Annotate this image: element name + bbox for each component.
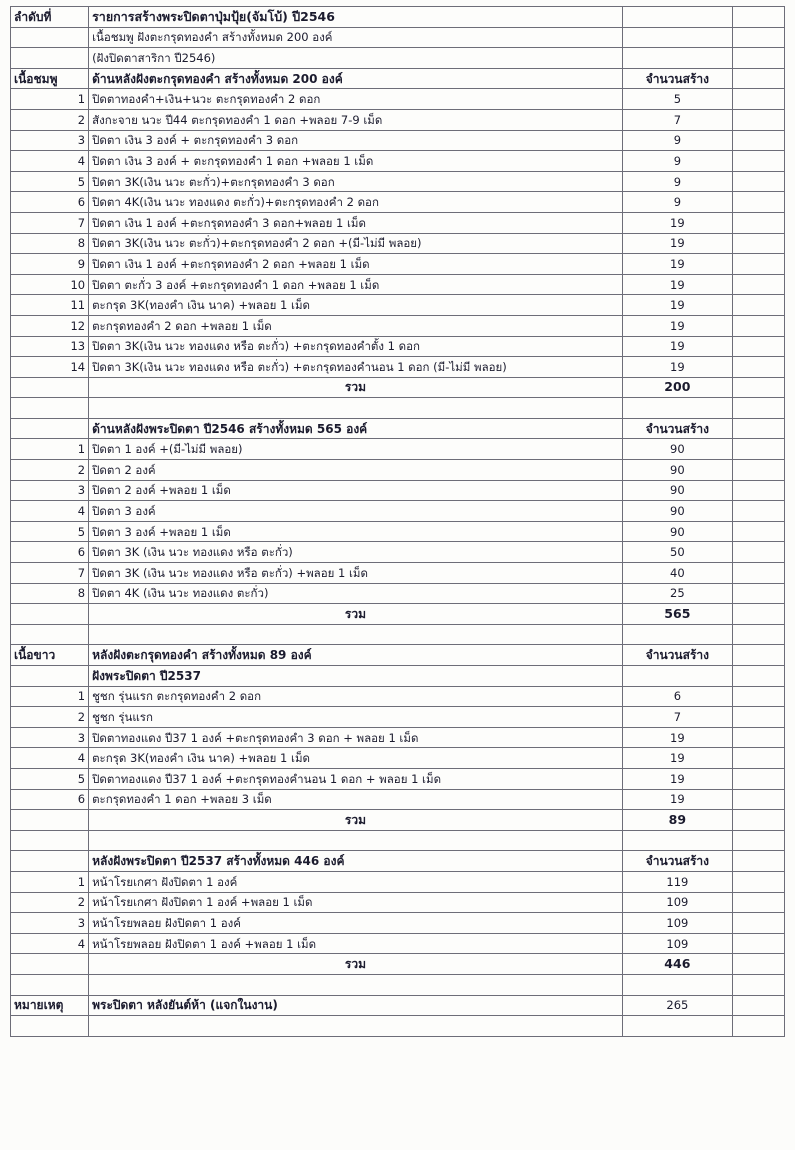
- index-blank: [11, 377, 89, 398]
- index-blank: [11, 954, 89, 975]
- total-qty-3: 446: [622, 954, 732, 975]
- table-row: [11, 892, 785, 913]
- tail-cell: [732, 624, 784, 645]
- table-row: [11, 501, 785, 522]
- tail-cell: [732, 7, 784, 28]
- tail-cell: [732, 830, 784, 851]
- tail-cell: [732, 377, 784, 398]
- tail-cell: [732, 748, 784, 769]
- row-no: 6: [11, 542, 89, 563]
- tail-cell: [732, 295, 784, 316]
- row-no: 8: [11, 583, 89, 604]
- row-qty: 19: [622, 357, 732, 378]
- tail-cell: [732, 974, 784, 995]
- total-row: [11, 810, 785, 831]
- total-qty-0: 200: [622, 377, 732, 398]
- spacer-row: [11, 830, 785, 851]
- tail-cell: [732, 357, 784, 378]
- section-qty-header-0: จำนวนสร้าง: [622, 68, 732, 89]
- row-no: 1: [11, 686, 89, 707]
- row-desc: ปิดตา 3K (เงิน นวะ ทองแดง หรือ ตะกั่ว) +พลอย 1 เม็ด: [89, 563, 623, 584]
- tail-cell: [732, 851, 784, 872]
- row-desc: ปิดตา 4K(เงิน นวะ ทองแดง ตะกั่ว)+ตะกรุดทองคำ 2 ดอก: [89, 192, 623, 213]
- total-label-3: รวม: [89, 954, 623, 975]
- section-header-row: [11, 68, 785, 89]
- row-no: 10: [11, 274, 89, 295]
- row-desc: หน้าโรยเกศา ฝังปิดตา 1 องค์: [89, 871, 623, 892]
- row-qty: 6: [622, 686, 732, 707]
- tail-cell: [732, 336, 784, 357]
- tail-cell: [732, 768, 784, 789]
- row-desc: หน้าโรยเกศา ฝังปิดตา 1 องค์ +พลอย 1 เม็ด: [89, 892, 623, 913]
- footer-qty: 265: [622, 995, 732, 1016]
- tail-cell: [732, 418, 784, 439]
- table-row: [11, 151, 785, 172]
- row-no: 2: [11, 460, 89, 481]
- table-row: [11, 171, 785, 192]
- table-row: [11, 357, 785, 378]
- row-qty: 7: [622, 109, 732, 130]
- spacer-cell: [89, 830, 623, 851]
- total-label-1: รวม: [89, 604, 623, 625]
- row-qty: 90: [622, 480, 732, 501]
- desc-blank: [89, 1016, 623, 1037]
- tail-cell: [732, 439, 784, 460]
- row-no: 3: [11, 913, 89, 934]
- row-qty: 19: [622, 233, 732, 254]
- section-label-2: เนื้อขาว: [11, 645, 89, 666]
- table-row: [11, 315, 785, 336]
- row-desc: ปิดตา 4K (เงิน นวะ ทองแดง ตะกั่ว): [89, 583, 623, 604]
- table-row: [11, 89, 785, 110]
- qty-blank: [622, 7, 732, 28]
- index-blank: [11, 666, 89, 687]
- table-row: [11, 7, 785, 28]
- table-row: [11, 542, 785, 563]
- tail-cell: [732, 954, 784, 975]
- spacer-cell: [11, 974, 89, 995]
- spacer-cell: [89, 398, 623, 419]
- section-header-row: [11, 645, 785, 666]
- row-no: 1: [11, 871, 89, 892]
- row-no: 6: [11, 192, 89, 213]
- index-blank: [11, 27, 89, 48]
- row-no: 5: [11, 768, 89, 789]
- row-desc: ปิดตา 3K(เงิน นวะ ทองแดง หรือ ตะกั่ว) +ตะกรุดทองคำตั้ง 1 ดอก: [89, 336, 623, 357]
- row-desc: ปิดตาทองคำ+เงิน+นวะ ตะกรุดทองคำ 2 ดอก: [89, 89, 623, 110]
- table-row: [11, 768, 785, 789]
- row-no: 5: [11, 171, 89, 192]
- row-desc: ปิดตา 3 องค์ +พลอย 1 เม็ด: [89, 521, 623, 542]
- tail-cell: [732, 212, 784, 233]
- row-desc: ปิดตา เงิน 3 องค์ + ตะกรุดทองคำ 3 ดอก: [89, 130, 623, 151]
- row-qty: 109: [622, 933, 732, 954]
- total-label-2: รวม: [89, 810, 623, 831]
- tail-cell: [732, 913, 784, 934]
- tail-cell: [732, 686, 784, 707]
- row-qty: 19: [622, 254, 732, 275]
- row-qty: 25: [622, 583, 732, 604]
- section-qty-header-2: จำนวนสร้าง: [622, 645, 732, 666]
- row-no: 11: [11, 295, 89, 316]
- row-qty: 90: [622, 501, 732, 522]
- spacer-cell: [89, 624, 623, 645]
- tail-cell: [732, 151, 784, 172]
- tail-cell: [732, 521, 784, 542]
- row-qty: 40: [622, 563, 732, 584]
- tail-cell: [732, 130, 784, 151]
- row-qty: 119: [622, 871, 732, 892]
- qty-blank: [622, 48, 732, 69]
- spacer-cell: [89, 974, 623, 995]
- row-no: 13: [11, 336, 89, 357]
- spacer-cell: [11, 624, 89, 645]
- tail-cell: [732, 707, 784, 728]
- spacer-cell: [622, 624, 732, 645]
- total-qty-1: 565: [622, 604, 732, 625]
- table-row: [11, 871, 785, 892]
- row-desc: ปิดตาทองแดง ปี37 1 องค์ +ตะกรุดทองคำ 3 ดอก + พลอย 1 เม็ด: [89, 727, 623, 748]
- tail-cell: [732, 933, 784, 954]
- row-desc: ปิดตาทองแดง ปี37 1 องค์ +ตะกรุดทองคำนอน 1 ดอก + พลอย 1 เม็ด: [89, 768, 623, 789]
- table-row: [11, 1016, 785, 1037]
- tail-cell: [732, 666, 784, 687]
- row-qty: 9: [622, 192, 732, 213]
- row-qty: 90: [622, 521, 732, 542]
- qty-blank: [622, 27, 732, 48]
- row-desc: หน้าโรยพลอย ฝังปิดตา 1 องค์: [89, 913, 623, 934]
- total-row: [11, 954, 785, 975]
- table-row: [11, 583, 785, 604]
- tail-cell: [732, 89, 784, 110]
- row-desc: ปิดตา ตะกั่ว 3 องค์ +ตะกรุดทองคำ 1 ดอก +พลอย 1 เม็ด: [89, 274, 623, 295]
- tail-cell: [732, 27, 784, 48]
- tail-cell: [732, 460, 784, 481]
- spacer-cell: [622, 974, 732, 995]
- table-row: [11, 460, 785, 481]
- tail-cell: [732, 171, 784, 192]
- row-desc: ตะกรุดทองคำ 1 ดอก +พลอย 3 เม็ด: [89, 789, 623, 810]
- row-qty: 50: [622, 542, 732, 563]
- section-title-3: หลังฝังพระปิดตา ปี2537 สร้างทั้งหมด 446 องค์: [89, 851, 623, 872]
- total-row: [11, 604, 785, 625]
- row-qty: 7: [622, 707, 732, 728]
- row-desc: ตะกรุดทองคำ 2 ดอก +พลอย 1 เม็ด: [89, 315, 623, 336]
- spacer-cell: [622, 830, 732, 851]
- row-qty: 9: [622, 171, 732, 192]
- row-no: 9: [11, 254, 89, 275]
- row-no: 4: [11, 151, 89, 172]
- index-header: ลำดับที่: [11, 7, 89, 28]
- row-no: 4: [11, 501, 89, 522]
- footer-label: หมายเหตุ: [11, 995, 89, 1016]
- index-blank: [11, 604, 89, 625]
- table-row: [11, 212, 785, 233]
- row-qty: 19: [622, 295, 732, 316]
- row-no: 3: [11, 727, 89, 748]
- table-row: [11, 789, 785, 810]
- section-header-row: [11, 418, 785, 439]
- section-qty-header-3: จำนวนสร้าง: [622, 851, 732, 872]
- total-row: [11, 377, 785, 398]
- tail-cell: [732, 1016, 784, 1037]
- tail-cell: [732, 727, 784, 748]
- qty-blank: [622, 666, 732, 687]
- row-desc: ปิดตา 3K(เงิน นวะ ทองแดง หรือ ตะกั่ว) +ตะกรุดทองคำนอน 1 ดอก (มี-ไม่มี พลอย): [89, 357, 623, 378]
- row-qty: 19: [622, 212, 732, 233]
- row-no: 1: [11, 439, 89, 460]
- row-no: 12: [11, 315, 89, 336]
- footer-note-row: [11, 995, 785, 1016]
- document-title: รายการสร้างพระปิดตาปุ่มปุ้ย(จัมโบ้) ปี2546: [89, 7, 623, 28]
- table-row: [11, 686, 785, 707]
- table-row: [11, 748, 785, 769]
- row-desc: ปิดตา 3 องค์: [89, 501, 623, 522]
- row-no: 2: [11, 892, 89, 913]
- table-row: [11, 563, 785, 584]
- section-subtitle-2: ฝังพระปิดตา ปี2537: [89, 666, 623, 687]
- qty-blank: [622, 1016, 732, 1037]
- row-qty: 9: [622, 130, 732, 151]
- row-desc: ปิดตา เงิน 1 องค์ +ตะกรุดทองคำ 2 ดอก +พลอย 1 เม็ด: [89, 254, 623, 275]
- row-no: 2: [11, 109, 89, 130]
- tail-cell: [732, 501, 784, 522]
- row-qty: 19: [622, 336, 732, 357]
- section-header-row: [11, 851, 785, 872]
- row-desc: ชูชก รุ่นแรก: [89, 707, 623, 728]
- row-desc: ปิดตา 2 องค์: [89, 460, 623, 481]
- table-row: [11, 480, 785, 501]
- footer-desc: พระปิดตา หลังยันต์ห้า (แจกในงาน): [89, 995, 623, 1016]
- row-desc: ปิดตา เงิน 3 องค์ + ตะกรุดทองคำ 1 ดอก +พลอย 1 เม็ด: [89, 151, 623, 172]
- table-row: [11, 913, 785, 934]
- section-title-1: ด้านหลังฝังพระปิดตา ปี2546 สร้างทั้งหมด 565 องค์: [89, 418, 623, 439]
- row-no: 3: [11, 130, 89, 151]
- row-desc: ตะกรุด 3K(ทองคำ เงิน นาค) +พลอย 1 เม็ด: [89, 748, 623, 769]
- row-desc: ปิดตา 1 องค์ +(มี-ไม่มี พลอย): [89, 439, 623, 460]
- tail-cell: [732, 68, 784, 89]
- section-label-1: [11, 418, 89, 439]
- index-blank: [11, 48, 89, 69]
- row-desc: สังกะจาย นวะ ปี44 ตะกรุดทองคำ 1 ดอก +พลอย 7-9 เม็ด: [89, 109, 623, 130]
- table-row: [11, 233, 785, 254]
- table-row: [11, 274, 785, 295]
- row-qty: 90: [622, 439, 732, 460]
- spacer-row: [11, 974, 785, 995]
- table-row: [11, 439, 785, 460]
- tail-cell: [732, 563, 784, 584]
- tail-cell: [732, 995, 784, 1016]
- tail-cell: [732, 480, 784, 501]
- production-table: [10, 6, 785, 1037]
- row-qty: 5: [622, 89, 732, 110]
- row-desc: ปิดตา 2 องค์ +พลอย 1 เม็ด: [89, 480, 623, 501]
- row-qty: 109: [622, 892, 732, 913]
- row-no: 4: [11, 748, 89, 769]
- spacer-cell: [11, 398, 89, 419]
- tail-cell: [732, 398, 784, 419]
- table-row: [11, 109, 785, 130]
- row-no: 4: [11, 933, 89, 954]
- tail-cell: [732, 315, 784, 336]
- table-row: [11, 707, 785, 728]
- row-no: 6: [11, 789, 89, 810]
- row-qty: 9: [622, 151, 732, 172]
- row-qty: 19: [622, 274, 732, 295]
- row-no: 3: [11, 480, 89, 501]
- row-desc: ปิดตา เงิน 1 องค์ +ตะกรุดทองคำ 3 ดอก+พลอย 1 เม็ด: [89, 212, 623, 233]
- tail-cell: [732, 254, 784, 275]
- spacer-cell: [11, 830, 89, 851]
- total-qty-2: 89: [622, 810, 732, 831]
- row-qty: 109: [622, 913, 732, 934]
- table-row: [11, 521, 785, 542]
- tail-cell: [732, 583, 784, 604]
- row-no: 14: [11, 357, 89, 378]
- index-blank: [11, 1016, 89, 1037]
- total-label-0: รวม: [89, 377, 623, 398]
- tail-cell: [732, 109, 784, 130]
- tail-cell: [732, 789, 784, 810]
- row-no: 8: [11, 233, 89, 254]
- table-body: [11, 7, 785, 1037]
- tail-cell: [732, 810, 784, 831]
- tail-cell: [732, 192, 784, 213]
- spacer-cell: [622, 398, 732, 419]
- section-label-0: เนื้อชมพู: [11, 68, 89, 89]
- table-row: [11, 933, 785, 954]
- section-subtitle-row: [11, 666, 785, 687]
- intro-line-1: เนื้อชมพู ฝังตะกรุดทองคำ สร้างทั้งหมด 200 องค์: [89, 27, 623, 48]
- row-no: 1: [11, 89, 89, 110]
- table-row: [11, 192, 785, 213]
- row-qty: 19: [622, 727, 732, 748]
- tail-cell: [732, 604, 784, 625]
- row-no: 5: [11, 521, 89, 542]
- section-title-2: หลังฝังตะกรุดทองคำ สร้างทั้งหมด 89 องค์: [89, 645, 623, 666]
- row-no: 7: [11, 212, 89, 233]
- row-no: 7: [11, 563, 89, 584]
- spacer-row: [11, 624, 785, 645]
- tail-cell: [732, 645, 784, 666]
- table-row: [11, 295, 785, 316]
- tail-cell: [732, 542, 784, 563]
- section-label-3: [11, 851, 89, 872]
- row-qty: 19: [622, 315, 732, 336]
- table-row: [11, 254, 785, 275]
- table-row: [11, 727, 785, 748]
- row-qty: 19: [622, 748, 732, 769]
- row-desc: ปิดตา 3K (เงิน นวะ ทองแดง หรือ ตะกั่ว): [89, 542, 623, 563]
- section-title-0: ด้านหลังฝังตะกรุดทองคำ สร้างทั้งหมด 200 องค์: [89, 68, 623, 89]
- section-qty-header-1: จำนวนสร้าง: [622, 418, 732, 439]
- row-no: 2: [11, 707, 89, 728]
- tail-cell: [732, 871, 784, 892]
- intro-line-2: (ฝังปิดตาสาริกา ปี2546): [89, 48, 623, 69]
- spacer-row: [11, 398, 785, 419]
- table-row: [11, 48, 785, 69]
- row-desc: หน้าโรยพลอย ฝังปิดตา 1 องค์ +พลอย 1 เม็ด: [89, 933, 623, 954]
- table-row: [11, 130, 785, 151]
- row-qty: 90: [622, 460, 732, 481]
- tail-cell: [732, 892, 784, 913]
- row-qty: 19: [622, 768, 732, 789]
- row-desc: ชูชก รุ่นแรก ตะกรุดทองคำ 2 ดอก: [89, 686, 623, 707]
- row-desc: ปิดตา 3K(เงิน นวะ ตะกั่ว)+ตะกรุดทองคำ 3 ดอก: [89, 171, 623, 192]
- table-row: [11, 27, 785, 48]
- row-qty: 19: [622, 789, 732, 810]
- tail-cell: [732, 233, 784, 254]
- index-blank: [11, 810, 89, 831]
- table-row: [11, 336, 785, 357]
- row-desc: ตะกรุด 3K(ทองคำ เงิน นาค) +พลอย 1 เม็ด: [89, 295, 623, 316]
- row-desc: ปิดตา 3K(เงิน นวะ ตะกั่ว)+ตะกรุดทองคำ 2 ดอก +(มี-ไม่มี พลอย): [89, 233, 623, 254]
- tail-cell: [732, 48, 784, 69]
- tail-cell: [732, 274, 784, 295]
